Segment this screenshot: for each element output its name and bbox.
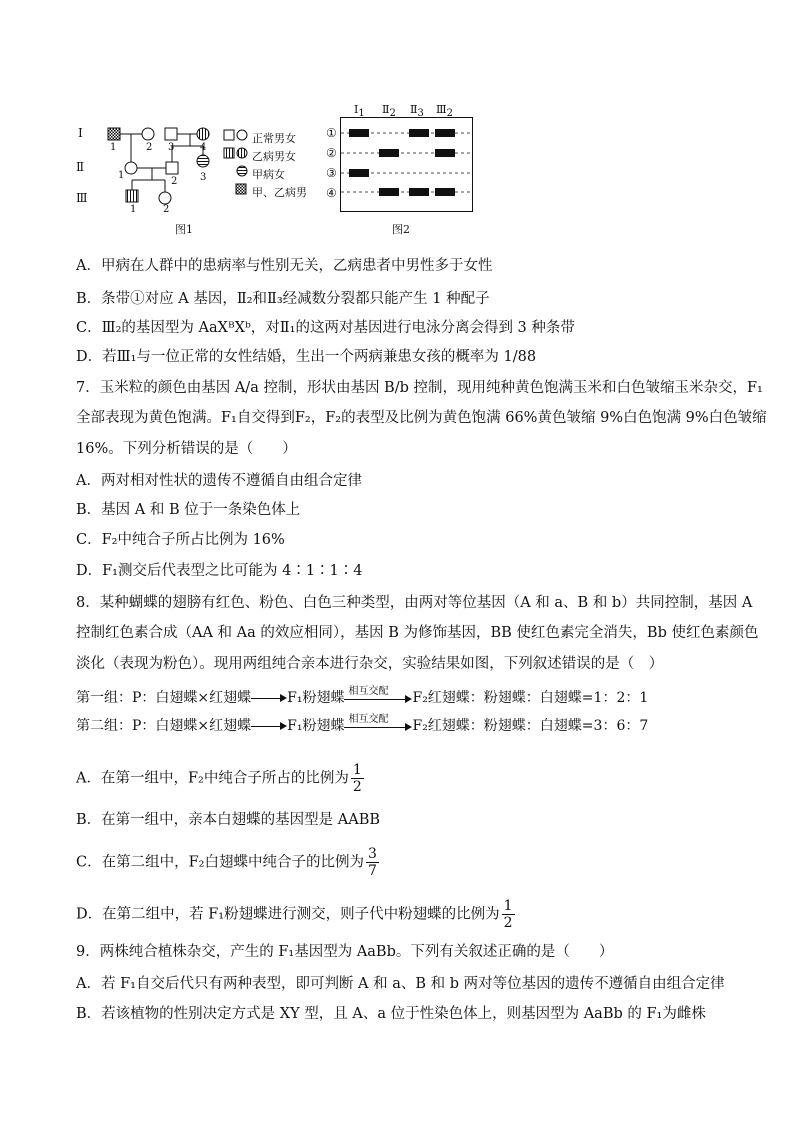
member-num: 1 <box>118 170 125 181</box>
lane-label: $Ⅱ_3$ <box>410 103 424 120</box>
band <box>349 169 369 177</box>
fig2-caption: 图2 <box>392 223 410 236</box>
II2-male <box>166 162 178 174</box>
band-row-label: ③ <box>326 166 337 180</box>
I1-male-affected-both <box>108 128 120 140</box>
gel-bands <box>341 118 471 210</box>
arrow-icon <box>251 692 287 704</box>
q6-option-c: C．Ⅲ₂的基因型为 AaXᴮXᵇ，对Ⅱ₁的这两对基因进行电泳分离会得到 3 种条带 <box>76 320 575 336</box>
cross-arrow-icon: 相互交配 <box>344 718 412 734</box>
q8-option-d: D．在第二组中，若 F₁粉翅蝶进行测交，则子代中粉翅蝶的比例为 $\frac{1}{2}$ <box>76 898 513 931</box>
band <box>379 188 399 196</box>
q7-stem-line: 7．玉米粒的颜色由基因 A/a 控制，形状由基因 B/b 控制，现用纯种黄色饱满玉米和白色皱缩玉米杂交，F₁ <box>76 380 763 396</box>
member-num: 2 <box>163 204 170 215</box>
q7-option-b: B．基因 A 和 B 位于一条染色体上 <box>76 502 301 518</box>
band <box>435 149 455 157</box>
II3-female-a <box>197 155 209 167</box>
q7-option-a: A．两对相对性状的遗传不遵循自由组合定律 <box>76 473 362 489</box>
q7-stem-line: 全部表现为黄色饱满。F₁自交得到F₂，F₂的表型及比例为黄色饱满 66%黄色皱缩 9%白色饱满 9%白色皱缩 <box>76 410 767 426</box>
member-num: 1 <box>130 204 137 215</box>
q6-option-d: D．若Ⅲ₁与一位正常的女性结婚，生出一个两病兼患女孩的概率为 1/88 <box>76 349 537 365</box>
band-row-label: ② <box>326 146 337 160</box>
q8-stem-line: 淡化（表现为粉色）。现用两组纯合亲本进行杂交，实验结果如图，下列叙述错误的是（ ） <box>76 656 664 672</box>
I3-male <box>165 128 177 140</box>
band <box>435 188 455 196</box>
band <box>379 149 399 157</box>
fraction: $\frac{3}{7}$ <box>367 846 377 879</box>
q8-option-b: B．在第一组中，亲本白翅蝶的基因型是 AABB <box>76 812 381 828</box>
III2-female <box>159 192 171 204</box>
member-num: 1 <box>110 142 117 153</box>
band <box>435 129 455 137</box>
q7-option-c: C．F₂中纯合子所占比例为 16% <box>76 532 285 548</box>
gen-label-1: Ⅰ <box>78 126 83 140</box>
legend-item: 正常男女 <box>252 132 296 145</box>
I4-female-b <box>197 128 209 140</box>
band <box>409 129 429 137</box>
q6-option-a: A．甲病在人群中的患病率与性别无关，乙病患者中男性多于女性 <box>76 258 493 274</box>
III1-male-b <box>126 190 138 202</box>
q8-group2-scheme: 第二组：P：白翅蝶×红翅蝶 F₁粉翅蝶 相互交配 F₂红翅蝶：粉翅蝶：白翅蝶=3：6：7 <box>76 714 649 734</box>
lane-label: $Ⅱ_2$ <box>382 103 396 120</box>
q7-option-d: D．F₁测交后代表型之比可能为 4∶1∶1∶4 <box>76 563 363 579</box>
cross-arrow-icon: 相互交配 <box>344 690 412 706</box>
band-row-label: ④ <box>326 186 337 200</box>
band <box>349 129 369 137</box>
fig1-caption: 图1 <box>175 223 193 236</box>
q9-option-a: A．若 F₁自交后代只有两种表型，即可判断 A 和 a、B 和 b 两对等位基因的遗传不遵循自由组合定律 <box>76 976 725 992</box>
q6-option-b: B．条带①对应 A 基因，Ⅱ₂和Ⅱ₃经减数分裂都只能产生 1 种配子 <box>76 291 490 307</box>
q9-stem: 9．两株纯合植株杂交，产生的 F₁基因型为 AaBb。下列有关叙述正确的是（ ） <box>76 944 614 960</box>
q8-stem-line: 8．某种蝴蝶的翅膀有红色、粉色、白色三种类型，由两对等位基因（A 和 a、B 和 b）共同控制，基因 A <box>76 595 753 611</box>
member-num: 2 <box>171 176 178 187</box>
band-row-label: ① <box>326 126 337 140</box>
member-num: 3 <box>200 172 207 183</box>
lane-label: $Ⅰ_1$ <box>354 103 365 120</box>
q8-group1-scheme: 第一组：P：白翅蝶×红翅蝶 F₁粉翅蝶 相互交配 F₂红翅蝶：粉翅蝶：白翅蝶=1：2：1 <box>76 686 649 706</box>
II1-female <box>125 162 137 174</box>
q7-stem-line: 16%。下列分析错误的是（ ） <box>76 441 297 457</box>
q8-option-a: A．在第一组中，F₂中纯合子所占的比例为 $\frac{1}{2}$ <box>76 762 362 795</box>
gen-label-3: Ⅲ <box>76 191 88 205</box>
q9-option-b: B．若该植物的性别决定方式是 XY 型，且 A、a 位于性染色体上，则基因型为 AaBb 的 F₁为雌株 <box>76 1006 706 1022</box>
member-num: 4 <box>200 142 207 153</box>
legend-item: 甲病女 <box>252 168 285 181</box>
q8-stem-line: 控制红色素合成（AA 和 Aa 的效应相同），基因 B 为修饰基因，BB 使红色素完全消失，Bb 使红色素颜色 <box>76 625 759 641</box>
fraction: $\frac{1}{2}$ <box>352 762 362 795</box>
I2-female <box>142 128 154 140</box>
arrow-icon <box>251 720 287 732</box>
band <box>409 188 429 196</box>
legend-item: 乙病男女 <box>252 150 296 163</box>
q8-option-c: C．在第二组中，F₂白翅蝶中纯合子的比例为 $\frac{3}{7}$ <box>76 846 377 879</box>
legend-item: 甲、乙病男 <box>252 186 307 199</box>
lane-label: $Ⅲ_2$ <box>436 103 453 120</box>
member-num: 2 <box>146 142 153 153</box>
member-num: 3 <box>168 142 175 153</box>
gen-label-2: Ⅱ <box>76 160 85 174</box>
fraction: $\frac{1}{2}$ <box>503 898 513 931</box>
